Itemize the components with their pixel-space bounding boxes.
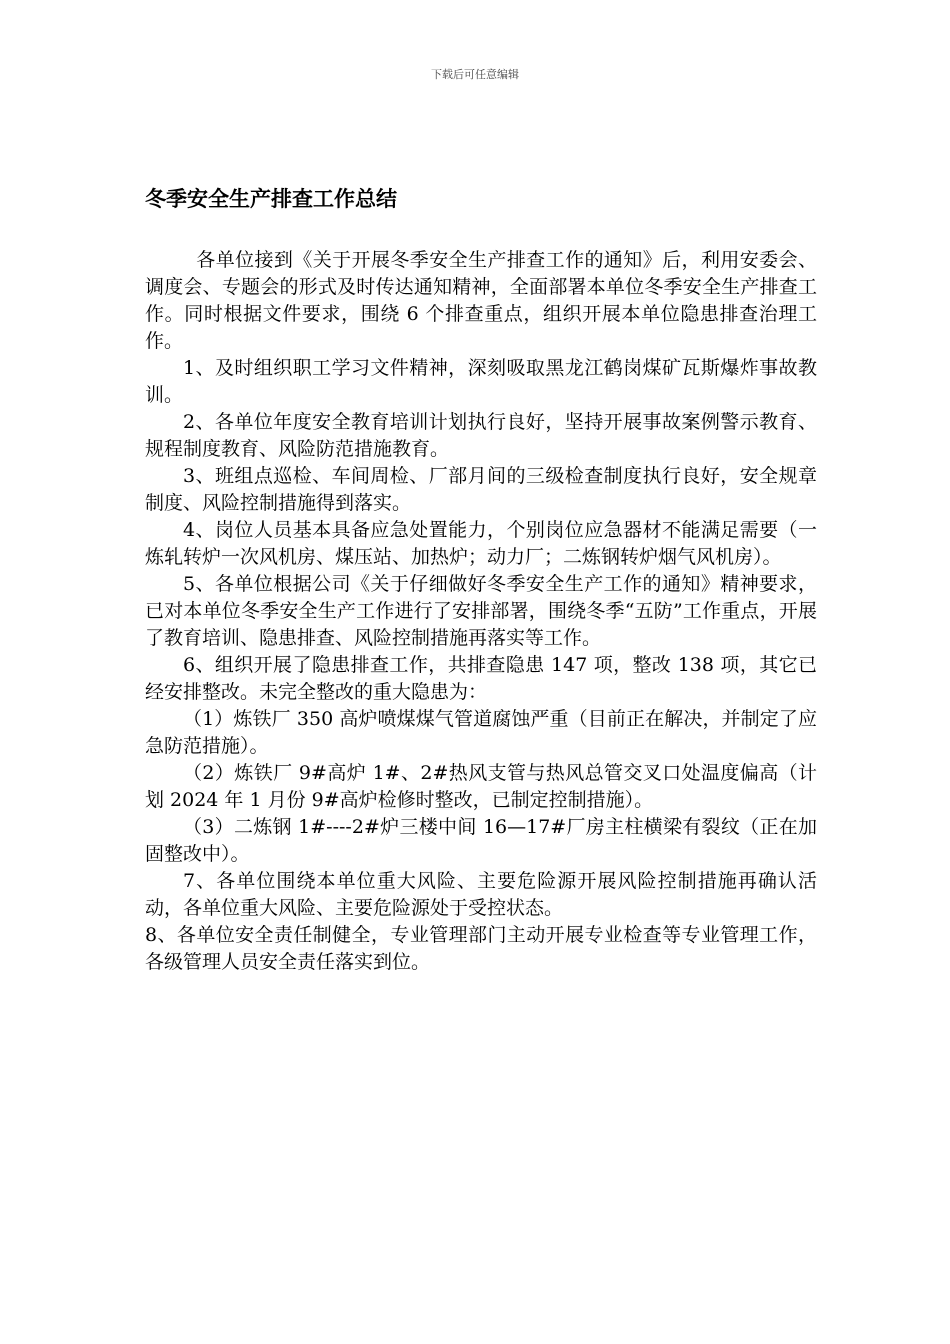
hazard-1-paragraph: （1）炼铁厂 350 高炉喷煤煤气管道腐蚀严重（目前正在解决，并制定了应急防范措施）。: [145, 708, 817, 757]
header-note: 下载后可任意编辑: [431, 68, 519, 81]
item-6-paragraph: 6、组织开展了隐患排查工作，共排查隐患 147 项，整改 138 项，其它已经安排整改。未完全整改的重大隐患为：: [145, 654, 817, 703]
item-2-paragraph: 2、各单位年度安全教育培训计划执行良好，坚持开展事故案例警示教育、规程制度教育、风险防范措施教育。: [145, 411, 817, 460]
document-body: [145, 247, 817, 976]
item-8-paragraph: 8、各单位安全责任制健全，专业管理部门主动开展专业检查等专业管理工作，各级管理人员安全责任落实到位。: [145, 924, 817, 973]
item-7-paragraph: 7、各单位围绕本单位重大风险、主要危险源开展风险控制措施再确认活动，各单位重大风险、主要危险源处于受控状态。: [145, 870, 817, 919]
hazard-2-paragraph: （2）炼铁厂 9#高炉 1#、2#热风支管与热风总管交叉口处温度偏高（计划 2024 年 1 月份 9#高炉检修时整改，已制定控制措施）。: [145, 762, 817, 811]
intro-paragraph: 各单位接到《关于开展冬季安全生产排查工作的通知》后，利用安委会、调度会、专题会的形式及时传达通知精神，全面部署本单位冬季安全生产排查工作。同时根据文件要求，围绕 6 个排查重点，组织开展本单位隐患排查治理工作。: [145, 249, 817, 352]
item-5-paragraph: 5、各单位根据公司《关于仔细做好冬季安全生产工作的通知》精神要求，已对本单位冬季安全生产工作进行了安排部署，围绕冬季“五防”工作重点，开展了教育培训、隐患排查、风险控制措施再落实等工作。: [145, 573, 817, 649]
item-3-paragraph: 3、班组点巡检、车间周检、厂部月间的三级检查制度执行良好，安全规章制度、风险控制措施得到落实。: [145, 465, 817, 514]
hazard-3-paragraph: （3）二炼钢 1#----2#炉三楼中间 16—17#厂房主柱横梁有裂纹（正在加固整改中）。: [145, 816, 817, 865]
item-4-paragraph: 4、岗位人员基本具备应急处置能力，个别岗位应急器材不能满足需要（一炼轧转炉一次风机房、煤压站、加热炉；动力厂；二炼钢转炉烟气风机房）。: [145, 519, 817, 568]
document-title: 冬季安全生产排查工作总结: [145, 187, 397, 211]
item-1-paragraph: 1、及时组织职工学习文件精神，深刻吸取黑龙江鹤岗煤矿瓦斯爆炸事故教训。: [145, 357, 817, 406]
